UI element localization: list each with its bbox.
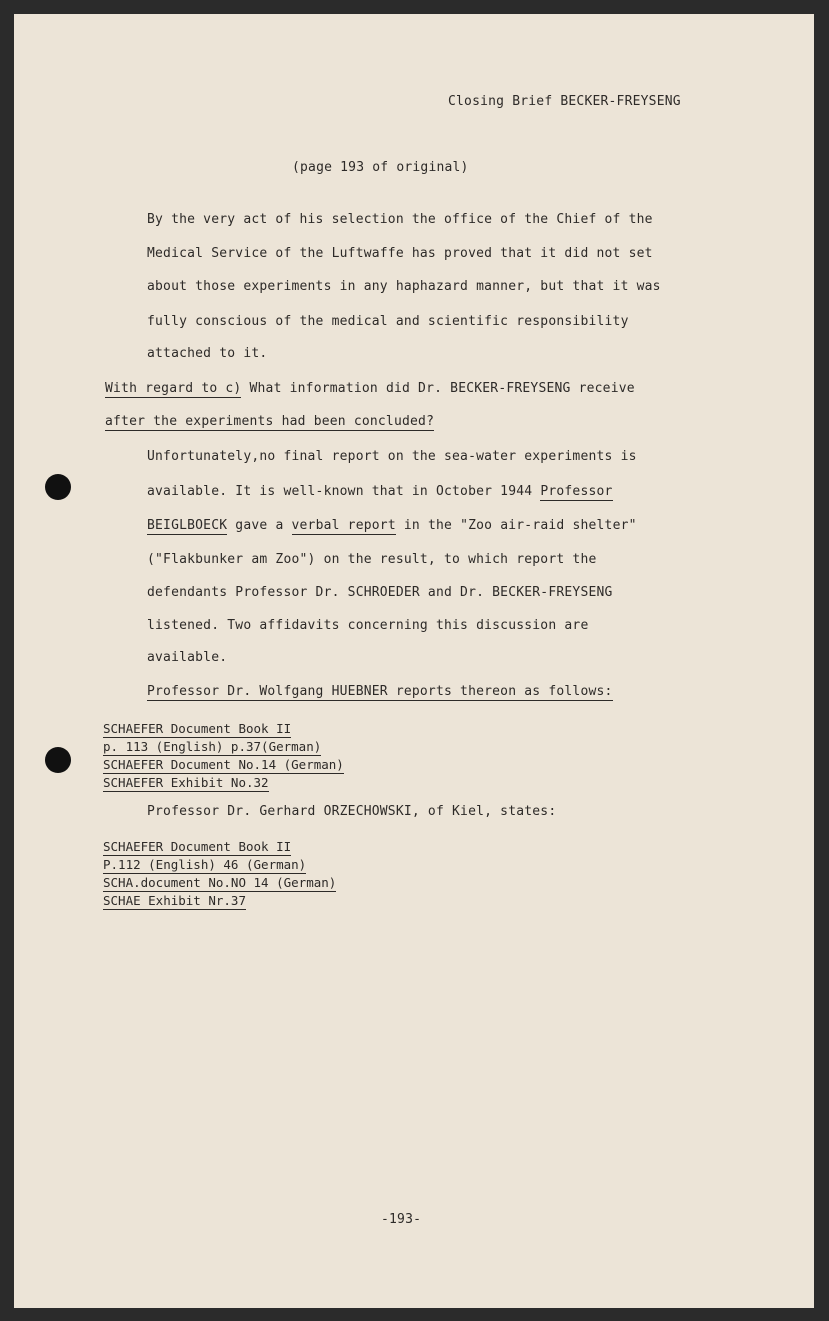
page-note: (page 193 of original) (292, 160, 469, 175)
document-page (14, 14, 814, 1308)
reference-line: P.112 (English) 46 (German) (103, 857, 307, 872)
punch-hole (45, 747, 71, 773)
paragraph-line: Professor Dr. Wolfgang HUEBNER reports thereon as follows: (147, 684, 613, 699)
page-number: -193- (381, 1212, 422, 1227)
paragraph-line: fully conscious of the medical and scientific responsibility (147, 314, 629, 329)
paragraph-line: listened. Two affidavits concerning this discussion are (147, 618, 589, 633)
paragraph-line: BEIGLBOECK gave a verbal report in the "Zoo air-raid shelter" (147, 518, 637, 533)
reference-line: SCHAEFER Document Book II (103, 839, 292, 854)
reference-line: SCHA.document No.NO 14 (German) (103, 875, 337, 890)
question-lead: With regard to c) (105, 381, 242, 396)
paragraph-line: Unfortunately,no final report on the sea-water experiments is (147, 449, 637, 464)
paragraph-line: By the very act of his selection the office of the Chief of the (147, 212, 653, 227)
paragraph-line: attached to it. (147, 346, 268, 361)
question-heading-line2: after the experiments had been concluded? (105, 414, 435, 429)
document-reference-block (103, 838, 336, 910)
reference-line: SCHAEFER Exhibit No.32 (103, 775, 269, 790)
paragraph-line: Medical Service of the Luftwaffe has proved that it did not set (147, 246, 653, 261)
paragraph-line: ("Flakbunker am Zoo") on the result, to which report the (147, 552, 597, 567)
punch-hole (45, 474, 71, 500)
paragraph-line: about those experiments in any haphazard manner, but that it was (147, 279, 661, 294)
reference-line: SCHAEFER Document No.14 (German) (103, 757, 344, 772)
paragraph-line: available. (147, 650, 228, 665)
reference-line: SCHAEFER Document Book II (103, 721, 292, 736)
question-heading (105, 381, 635, 396)
paragraph-line: defendants Professor Dr. SCHROEDER and Dr. BECKER-FREYSENG (147, 585, 613, 600)
paragraph-line: Professor Dr. Gerhard ORZECHOWSKI, of Kiel, states: (147, 804, 557, 819)
reference-line: SCHAE Exhibit Nr.37 (103, 893, 246, 908)
paragraph-line: available. It is well-known that in October 1944 Professor (147, 484, 613, 499)
question-text: What information did Dr. BECKER-FREYSENG receive (241, 381, 635, 396)
header-title: Closing Brief BECKER-FREYSENG (448, 94, 681, 109)
reference-line: p. 113 (English) p.37(German) (103, 739, 322, 754)
document-reference-block (103, 720, 344, 792)
